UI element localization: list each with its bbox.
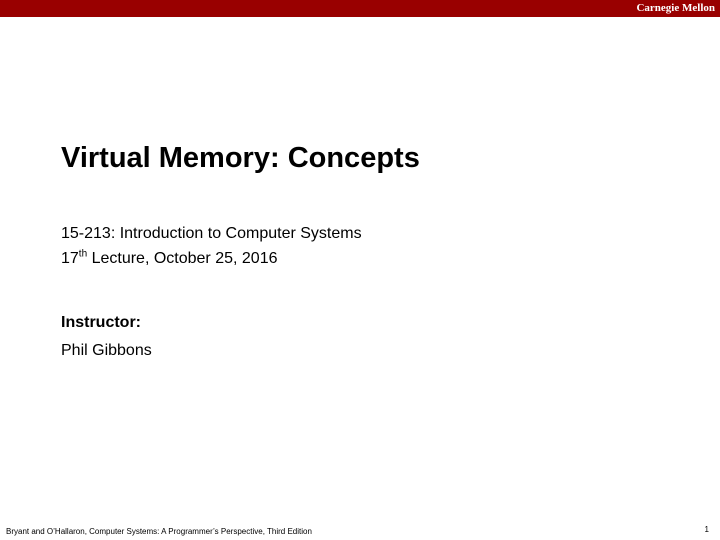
- page-number: 1: [704, 525, 709, 534]
- lecture-line: [61, 248, 277, 270]
- brand-text: Carnegie Mellon: [636, 2, 715, 14]
- instructor-label: Instructor:: [61, 314, 141, 331]
- lecture-date: Lecture, October 25, 2016: [87, 250, 278, 267]
- footer-citation: Bryant and O’Hallaron, Computer Systems: A Programmer’s Perspective, Third Edition: [6, 527, 312, 536]
- lecture-ordinal-suffix: th: [78, 248, 88, 260]
- slide-title: Virtual Memory: Concepts: [61, 142, 420, 174]
- header-bar: [0, 0, 720, 17]
- instructor-name: Phil Gibbons: [61, 342, 152, 359]
- lecture-number: 17: [61, 250, 79, 267]
- course-line: 15-213: Introduction to Computer Systems: [61, 225, 362, 242]
